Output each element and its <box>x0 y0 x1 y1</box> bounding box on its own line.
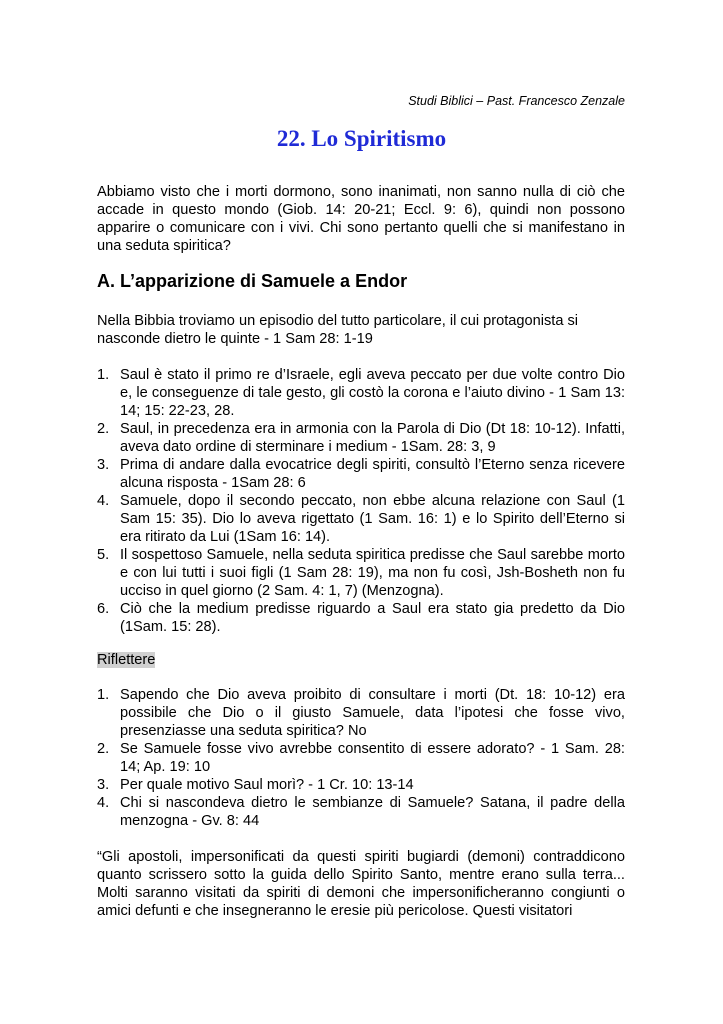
list-item <box>97 686 625 740</box>
list-item-number: 2. <box>97 741 110 757</box>
list-item-number: 6. <box>97 601 110 617</box>
list-item <box>97 492 625 546</box>
reflect-label <box>97 651 625 669</box>
list-item-number: 3. <box>97 457 110 473</box>
list-item-text: Prima di andare dalla evocatrice degli spiriti, consultò l’Eterno senza ricevere alcuna risposta - 1Sam 28: 6 <box>120 457 625 491</box>
list-item-number: 1. <box>97 367 110 383</box>
list-item-number: 1. <box>97 687 110 703</box>
list-item <box>97 776 625 794</box>
list-item-text: Chi si nascondeva dietro le sembianze di Samuele? Satana, il padre della menzogna - Gv. 8: 44 <box>120 795 625 829</box>
list-item-text: Il sospettoso Samuele, nella seduta spiritica predisse che Saul sarebbe morto e con lui tutti i suoi figli (1 Sam 28: 19), ma non fu così, Jsh-Bosheth non fu ucciso in quel giorno (2 Sam. 4: 1, 7) (Menzogna). <box>120 547 625 599</box>
list-item-text: Samuele, dopo il secondo peccato, non ebbe alcuna relazione con Saul (1 Sam 15: 35). Dio lo aveva rigettato (1 Sam. 16: 1) e lo Spirito dell’Eterno si era ritirato da Lui (1Sam 16: 14). <box>120 493 625 545</box>
list-item <box>97 456 625 492</box>
samuel-list <box>97 366 625 636</box>
list-item-text: Per quale motivo Saul morì? - 1 Cr. 10: 13-14 <box>120 777 414 793</box>
list-item-number: 2. <box>97 421 110 437</box>
reflect-label-text: Riflettere <box>97 652 156 668</box>
list-item <box>97 740 625 776</box>
section-lead-paragraph: Nella Bibbia troviamo un episodio del tutto particolare, il cui protagonista si nasconde dietro le quinte - 1 Sam 28: 1-19 <box>97 313 579 347</box>
list-item <box>97 366 625 420</box>
list-item <box>97 546 625 600</box>
list-item-text: Se Samuele fosse vivo avrebbe consentito di essere adorato? - 1 Sam. 28: 14; Ap. 19: 10 <box>120 741 625 775</box>
page-header: Studi Biblici – Past. Francesco Zenzale <box>408 94 625 108</box>
reflect-list <box>97 686 625 830</box>
list-item-text: Ciò che la medium predisse riguardo a Saul era stato gia predetto da Dio (1Sam. 15: 28). <box>120 601 625 635</box>
intro-paragraph: Abbiamo visto che i morti dormono, sono inanimati, non sanno nulla di ciò che accade in questo mondo (Giob. 14: 20-21; Eccl. 9: 6), quindi non possono apparire o comunicare con i vivi. Chi sono pertanto quelli che si manifestano in una seduta spiritica? <box>97 184 625 254</box>
section-heading: A. L’apparizione di Samuele a Endor <box>97 271 408 291</box>
list-item <box>97 794 625 830</box>
list-item <box>97 600 625 636</box>
list-item-text: Saul, in precedenza era in armonia con la Parola di Dio (Dt 18: 10-12). Infatti, aveva dato ordine di sterminare i medium - 1Sam. 28: 3, 9 <box>120 421 625 455</box>
list-item-number: 4. <box>97 795 110 811</box>
list-item <box>97 420 625 456</box>
list-item-number: 4. <box>97 493 110 509</box>
page-title: 22. Lo Spiritismo <box>276 126 447 151</box>
list-item-text: Sapendo che Dio aveva proibito di consultare i morti (Dt. 18: 10-12) era possibile che Dio o il giusto Samuele, data l’ipotesi che fosse vivo, presenziasse una seduta spiritica? No <box>120 687 625 739</box>
quote-paragraph: “Gli apostoli, impersonificati da questi spiriti bugiardi (demoni) contraddicono quanto scrissero sotto la guida dello Spirito Santo, mentre erano sulla terra... Molti saranno visitati da spiriti di demoni che impersonificheranno congiunti o amici defunti e che insegneranno le eresie più pericolose. Questi visitatori <box>97 849 625 919</box>
list-item-text: Saul è stato il primo re d’Israele, egli aveva peccato per due volte contro Dio e, le conseguenze di tale gesto, gli costò la corona e l’aiuto divino - 1 Sam 13: 14; 15: 22-23, 28. <box>120 367 625 419</box>
list-item-number: 5. <box>97 547 110 563</box>
list-item-number: 3. <box>97 777 110 793</box>
